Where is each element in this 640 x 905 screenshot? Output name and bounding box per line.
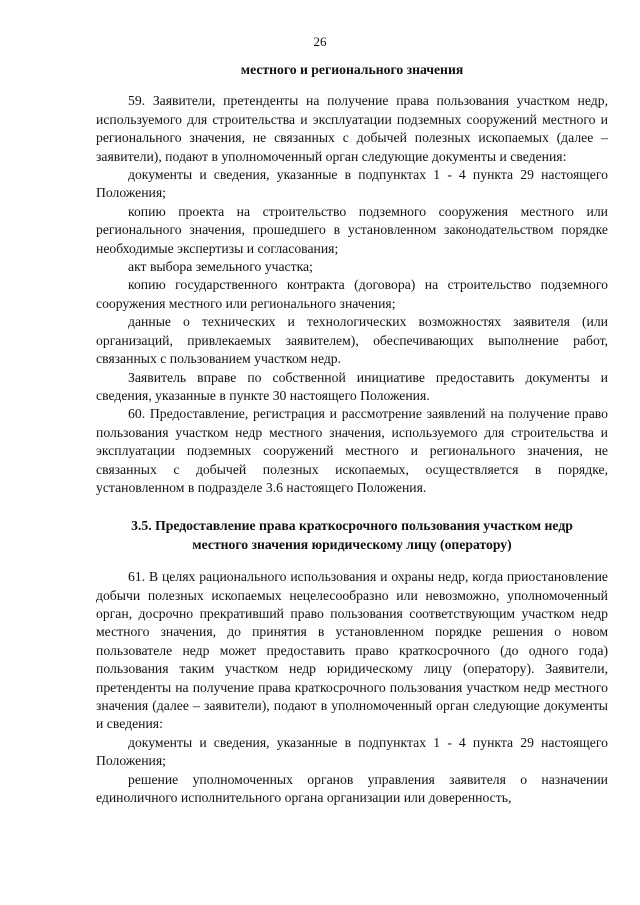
paragraph: 61. В целях рационального использования и охраны недр, когда приостановление добычи полезных ископаемых нецелесообразно или невозможно, уполномоченный орган, досрочно прекративший право пользования соответствующим участком недр местного значения, до принятия в установленном порядке решения о новом пользователе недр может предоставить право краткосрочного (до одного года) пользования таким участком недр юридическому лицу (оператору). Заявители, претенденты на получение права краткосрочного пользования участком недр местного значения (далее – заявители), подают в уполномоченный орган следующие документы и сведения: (96, 569, 608, 732)
paragraph: копию государственного контракта (договора) на строительство подземного сооружения местного или регионального значения; (96, 277, 608, 311)
section-heading-line-2: местного значения юридическому лицу (оператору) (192, 536, 512, 552)
paragraph-group-b (96, 568, 608, 807)
heading-continuation: местного и регионального значения (240, 62, 464, 77)
page-number: 26 (313, 34, 327, 49)
section-heading-line-1: 3.5. Предоставление права краткосрочного пользования участком недр (131, 518, 573, 534)
paragraph: Заявитель вправе по собственной инициативе предоставить документы и сведения, указанные в пункте 30 настоящего Положения. (96, 369, 608, 403)
paragraph: решение уполномоченных органов управления заявителя о назначении единоличного исполнительного органа организации или доверенность, (96, 771, 608, 806)
paragraph: данные о технических и технологических возможностях заявителя (или организаций, привлекаемых заявителем), обеспечивающих выполнение работ, связанных с пользованием участком недр. (96, 314, 608, 367)
paragraph: 60. Предоставление, регистрация и рассмотрение заявлений на получение право пользования участком недр местного значения, используемого для строительства и эксплуатации подземных сооружений местного и регионального значения, не связанных с добычей полезных ископаемых, осуществляется в порядке, установленном в подразделе 3.6 настоящего Положения. (96, 406, 608, 495)
paragraph: акт выбора земельного участка; (128, 259, 313, 275)
document-body (96, 61, 608, 807)
paragraph-group-a (96, 92, 608, 497)
paragraph: документы и сведения, указанные в подпунктах 1 - 4 пункта 29 настоящего Положения; (96, 167, 608, 201)
paragraph: 59. Заявители, претенденты на получение права пользования участком недр, используемого для строительства и эксплуатации подземных сооружений местного и регионального значения, не связанных с добычей полезных ископаемых (далее – заявители), подают в уполномоченный орган следующие документы и сведения: (96, 93, 608, 164)
paragraph: документы и сведения, указанные в подпунктах 1 - 4 пункта 29 настоящего Положения; (96, 734, 608, 769)
paragraph: копию проекта на строительство подземного сооружения местного или регионального значения, прошедшего в установленном законодательством порядке необходимые экспертизы и согласования; (96, 203, 608, 256)
